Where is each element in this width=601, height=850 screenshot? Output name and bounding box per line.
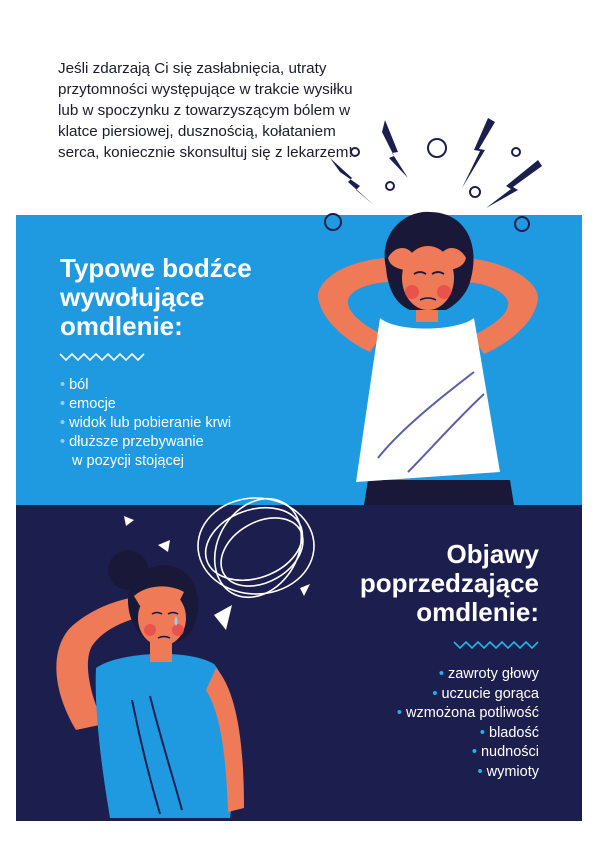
list-item: • zawroty głowy — [397, 665, 539, 685]
symptoms-title-line: Objawy — [446, 539, 539, 569]
list-item: • nudności — [397, 743, 539, 763]
zigzag-divider-icon — [60, 354, 144, 360]
list-item: • emocje — [60, 395, 231, 414]
list-item: • bladość — [397, 724, 539, 744]
symptoms-list — [397, 665, 539, 782]
list-item-continuation: w pozycji stojącej — [72, 453, 185, 469]
symptoms-title — [360, 540, 539, 627]
symptoms-title-line: omdlenie: — [416, 597, 539, 627]
triggers-list — [60, 376, 231, 471]
triggers-title-line: Typowe bodźce — [60, 253, 252, 283]
list-item: • ból — [60, 376, 231, 395]
triggers-title-line: omdlenie: — [60, 311, 183, 341]
dizziness-swirl-icon — [195, 483, 318, 613]
symptoms-title-line: poprzedzające — [359, 568, 539, 598]
dizzy-woman-illustration — [56, 550, 244, 818]
headache-woman-illustration — [318, 212, 538, 505]
triggers-title-line: wywołujące — [60, 282, 205, 312]
list-item: • dłuższe przebywanie w pozycji stojącej — [60, 433, 231, 471]
intro-paragraph: Jeśli zdarzają Ci się zasłabnięcia, utraty przytomności występujące w trakcie wysiłku lub w spoczynku z towarzyszącym bólem w klatce piersiowej, dusznością, kołataniem serca, koniecznie skonsultuj się z lekarzem! — [58, 60, 353, 161]
list-item: • wzmożona potliwość — [397, 704, 539, 724]
zigzag-divider-icon — [454, 642, 538, 648]
triggers-title — [60, 254, 252, 341]
list-item: • wymioty — [397, 763, 539, 783]
list-item: • uczucie gorąca — [397, 685, 539, 705]
list-item: • widok lub pobieranie krwi — [60, 414, 231, 433]
lightning-bolt-icon — [330, 118, 542, 208]
